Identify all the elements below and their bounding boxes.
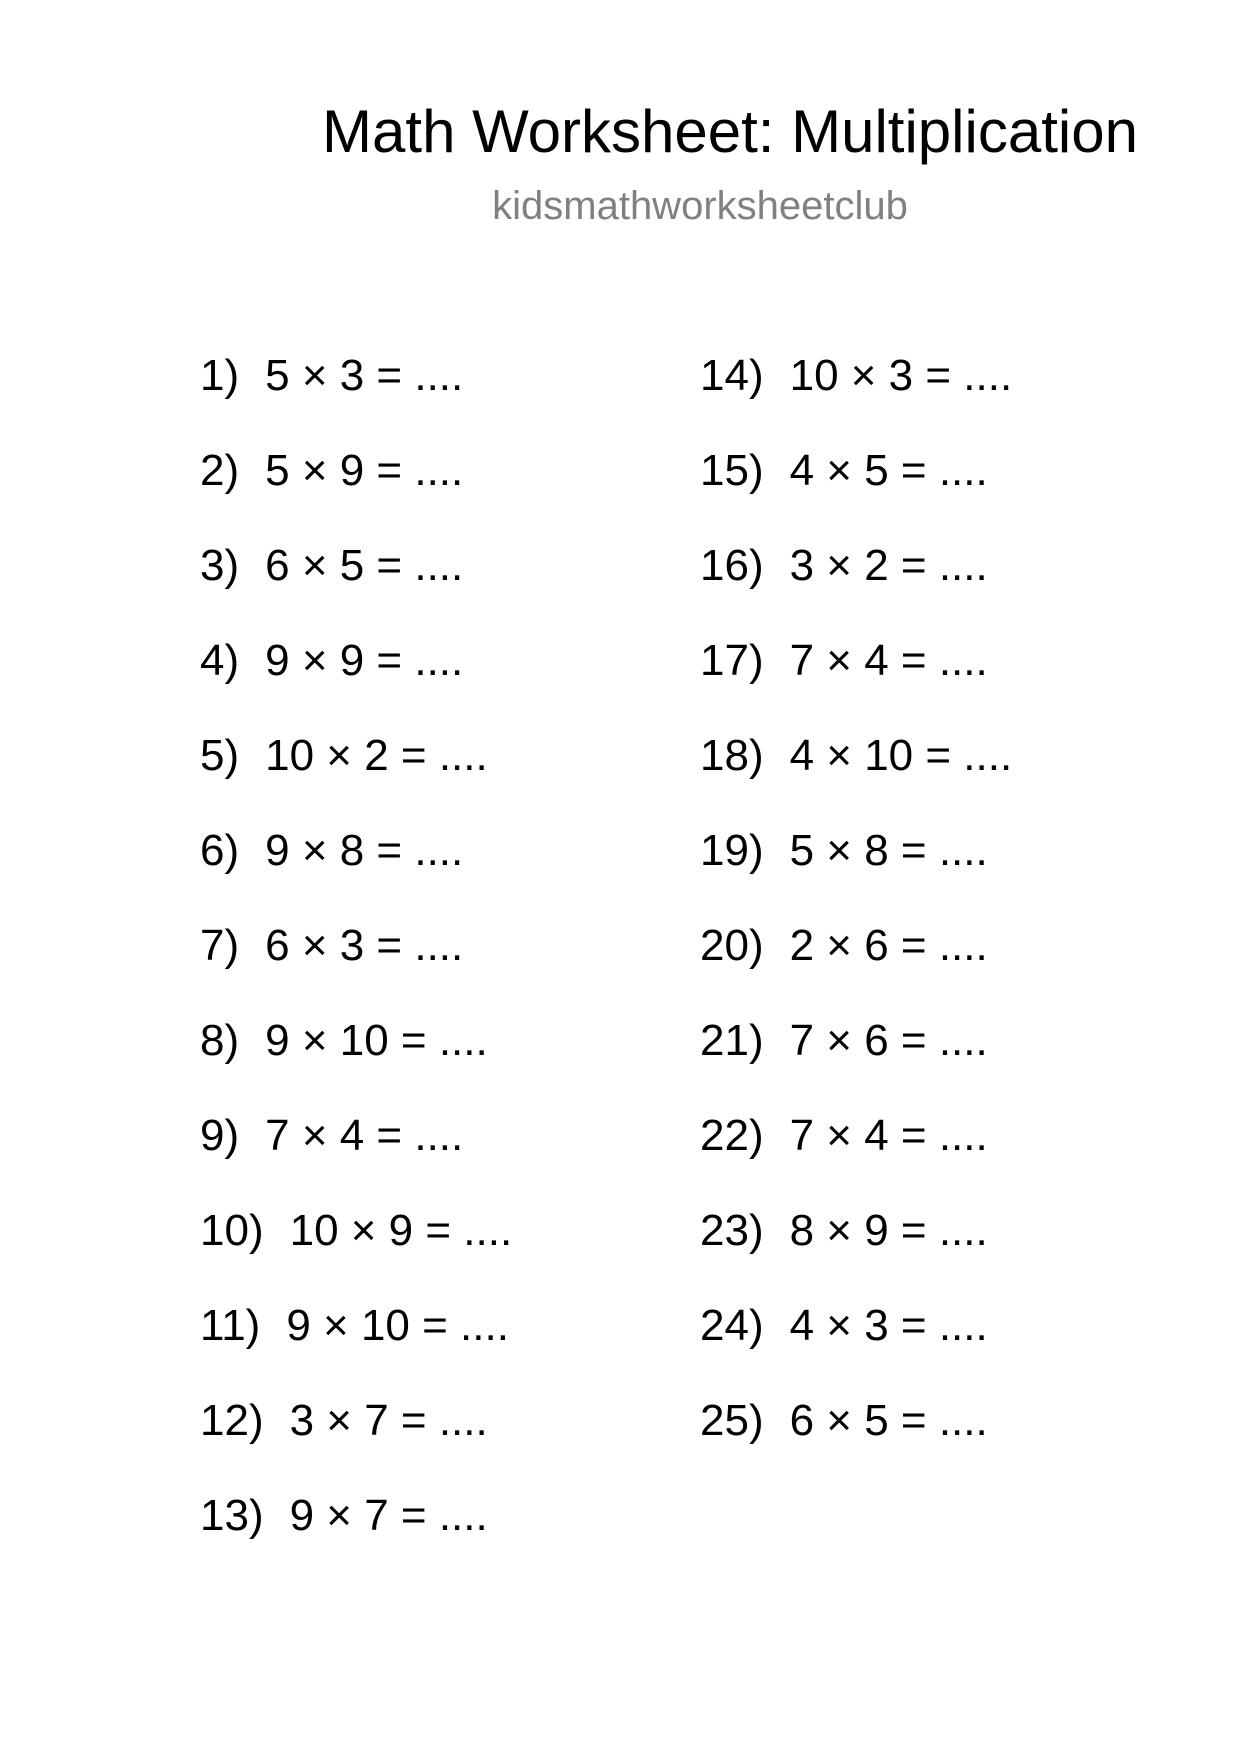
problem-number: 23) [700,1206,764,1255]
problem-expression: 5 × 8 = .... [789,826,988,875]
problem-expression: 5 × 9 = .... [265,446,464,495]
problem-number: 22) [700,1111,764,1160]
problem-item [700,1391,1012,1486]
problem-item [200,1296,512,1391]
page-subtitle: kidsmathworksheetclub [492,184,908,228]
problem-expression: 7 × 4 = .... [265,1111,464,1160]
problem-item [200,1201,512,1296]
problem-number: 10) [200,1206,264,1255]
problem-number: 1) [200,351,240,400]
problem-item [200,1486,512,1581]
problem-item [700,346,1012,441]
problem-item [700,1201,1012,1296]
problem-expression: 7 × 4 = .... [789,636,988,685]
problem-expression: 7 × 6 = .... [789,1016,988,1065]
problem-number: 20) [700,921,764,970]
problem-expression: 4 × 10 = .... [789,731,1013,780]
problem-column-right [700,346,1012,1486]
problem-number: 17) [700,636,764,685]
problem-item [200,1011,512,1106]
problem-item [700,726,1012,821]
problem-expression: 4 × 3 = .... [789,1301,988,1350]
problem-expression: 9 × 8 = .... [265,826,464,875]
problem-number: 4) [200,636,240,685]
problem-expression: 5 × 3 = .... [265,351,464,400]
problem-expression: 6 × 5 = .... [789,1396,988,1445]
problem-item [200,916,512,1011]
problem-number: 3) [200,541,240,590]
problem-item [200,821,512,916]
problem-expression: 3 × 7 = .... [289,1396,488,1445]
problem-number: 12) [200,1396,264,1445]
problem-expression: 2 × 6 = .... [789,921,988,970]
problem-number: 7) [200,921,240,970]
problem-number: 25) [700,1396,764,1445]
problem-expression: 9 × 9 = .... [265,636,464,685]
problem-expression: 3 × 2 = .... [789,541,988,590]
problem-item [200,1106,512,1201]
problem-expression: 10 × 3 = .... [789,351,1013,400]
problem-item [200,631,512,726]
problem-item [200,346,512,441]
problem-expression: 7 × 4 = .... [789,1111,988,1160]
problem-number: 8) [200,1016,240,1065]
problem-expression: 6 × 3 = .... [265,921,464,970]
problem-number: 5) [200,731,240,780]
problem-number: 6) [200,826,240,875]
problem-number: 24) [700,1301,764,1350]
problem-item [700,821,1012,916]
problem-expression: 9 × 7 = .... [289,1491,488,1540]
problem-item [700,1106,1012,1201]
problem-expression: 9 × 10 = .... [265,1016,488,1065]
problem-item [700,916,1012,1011]
problem-item [700,441,1012,536]
problem-item [700,631,1012,726]
problem-number: 2) [200,446,240,495]
problem-expression: 9 × 10 = .... [286,1301,509,1350]
problem-number: 15) [700,446,764,495]
problem-number: 18) [700,731,764,780]
problem-item [200,536,512,631]
problem-item [700,1296,1012,1391]
page-title: Math Worksheet: Multiplication [322,98,1138,165]
problem-number: 19) [700,826,764,875]
problem-item [700,1011,1012,1106]
problem-expression: 6 × 5 = .... [265,541,464,590]
problem-number: 11) [200,1301,261,1350]
problem-item [200,441,512,536]
problem-expression: 10 × 9 = .... [289,1206,513,1255]
problem-item [200,726,512,821]
problem-number: 13) [200,1491,264,1540]
problem-number: 21) [700,1016,764,1065]
problem-column-left [200,346,512,1581]
problem-number: 9) [200,1111,240,1160]
problem-item [700,536,1012,631]
problem-expression: 8 × 9 = .... [789,1206,988,1255]
problem-expression: 10 × 2 = .... [265,731,488,780]
problem-number: 14) [700,351,764,400]
problem-number: 16) [700,541,764,590]
problem-item [200,1391,512,1486]
problem-expression: 4 × 5 = .... [789,446,988,495]
